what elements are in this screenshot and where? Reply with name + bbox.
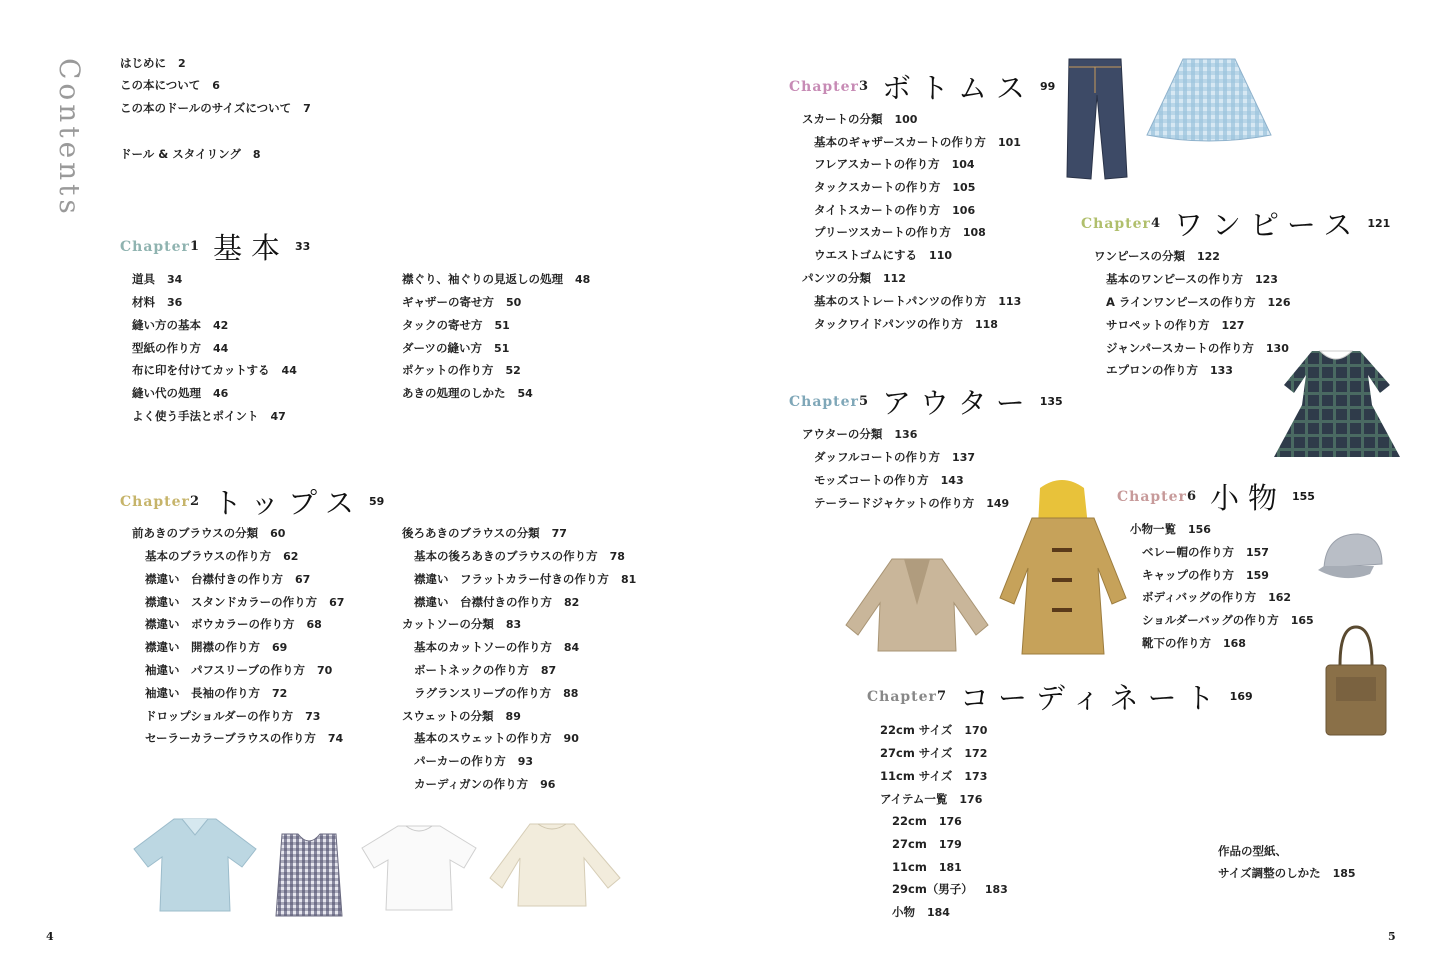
- toc-entry[interactable]: ボディバッグの作り方 162: [1142, 590, 1292, 604]
- toc-entry[interactable]: エプロンの作り方 133: [1106, 363, 1233, 377]
- toc-entry[interactable]: サイズ調整のしかた 185: [1218, 866, 1356, 880]
- toc-entry[interactable]: キャップの作り方 159: [1142, 568, 1269, 582]
- toc-entry[interactable]: 基本のカットソーの作り方 84: [414, 640, 580, 654]
- gingham-vest-image: [272, 830, 346, 920]
- chapter-word: Chapter: [789, 393, 859, 410]
- chapter-title: アウター: [881, 386, 1034, 420]
- chapter-heading[interactable]: [867, 676, 1253, 717]
- toc-entry[interactable]: 型紙の作り方 44: [132, 341, 229, 355]
- toc-entry[interactable]: 襟違い 台襟付きの作り方 67: [145, 572, 311, 586]
- toc-entry[interactable]: ポケットの作り方 52: [402, 363, 521, 377]
- toc-entry[interactable]: ウエストゴムにする 110: [814, 248, 953, 262]
- toc-entry[interactable]: モッズコートの作り方 143: [814, 473, 964, 487]
- toc-entry[interactable]: 27cm 179: [892, 837, 962, 851]
- chapter-word: Chapter: [120, 493, 190, 510]
- toc-entry[interactable]: この本のドールのサイズについて 7: [120, 101, 311, 115]
- tailored-jacket-image: [842, 555, 992, 655]
- toc-entry[interactable]: セーラーカラーブラウスの作り方 74: [145, 731, 344, 745]
- toc-entry[interactable]: 小物 184: [892, 905, 950, 919]
- chapter-title: トップス: [212, 486, 363, 520]
- chapter-word: Chapter: [1117, 488, 1187, 505]
- toc-entry[interactable]: 27cm サイズ 172: [880, 746, 988, 760]
- toc-entry[interactable]: タイトスカートの作り方 106: [814, 203, 976, 217]
- chapter-number: 7: [936, 689, 946, 704]
- page-number-left: 4: [46, 930, 54, 943]
- chapter-heading[interactable]: [1117, 476, 1315, 517]
- chapter-word: Chapter: [120, 238, 190, 255]
- toc-entry[interactable]: プリーツスカートの作り方 108: [814, 225, 986, 239]
- toc-entry[interactable]: ワンピースの分類 122: [1094, 249, 1220, 263]
- chapter-word: Chapter: [1081, 215, 1151, 232]
- chapter-page: 169: [1229, 690, 1253, 703]
- toc-entry[interactable]: A ラインワンピースの作り方 126: [1106, 295, 1291, 309]
- chapter-number: 3: [858, 79, 868, 94]
- toc-entry[interactable]: スカートの分類 100: [802, 112, 918, 126]
- toc-entry[interactable]: 縫い方の基本 42: [132, 318, 229, 332]
- toc-entry[interactable]: サロペットの作り方 127: [1106, 318, 1245, 332]
- duffle-coat-image: [996, 478, 1130, 658]
- chapter-number: 1: [189, 239, 199, 254]
- toc-entry[interactable]: この本について 6: [120, 78, 220, 92]
- chapter-page: 135: [1039, 395, 1063, 408]
- cap-image: [1314, 528, 1386, 588]
- chapter-page: 155: [1292, 490, 1315, 503]
- chapter-title: ワンピース: [1173, 208, 1362, 242]
- chapter-word: Chapter: [789, 78, 859, 95]
- chapter-heading[interactable]: [789, 381, 1063, 422]
- toc-entry[interactable]: ラグランスリーブの作り方 88: [414, 686, 579, 700]
- chapter-number: 4: [1150, 216, 1160, 231]
- toc-entry[interactable]: アウターの分類 136: [802, 427, 918, 441]
- toc-entry[interactable]: 襟違い スタンドカラーの作り方 67: [145, 595, 345, 609]
- contents-title: Contents: [53, 58, 86, 218]
- toc-entry[interactable]: 22cm サイズ 170: [880, 723, 988, 737]
- toc-entry[interactable]: 材料 36: [132, 295, 183, 309]
- toc-entry[interactable]: はじめに 2: [120, 56, 186, 70]
- toc-entry[interactable]: ジャンパースカートの作り方 130: [1106, 341, 1289, 355]
- toc-entry[interactable]: 襟違い 台襟付きの作り方 82: [414, 595, 580, 609]
- toc-entry[interactable]: 襟違い フラットカラー付きの作り方 81: [414, 572, 637, 586]
- toc-entry[interactable]: 基本のワンピースの作り方 123: [1106, 272, 1278, 286]
- toc-entry[interactable]: カットソーの分類 83: [402, 617, 522, 631]
- toc-entry[interactable]: ショルダーバッグの作り方 165: [1142, 613, 1314, 627]
- toc-entry[interactable]: よく使う手法とポイント 47: [132, 409, 286, 423]
- toc-entry[interactable]: 縫い代の処理 46: [132, 386, 229, 400]
- toc-entry[interactable]: 基本のギャザースカートの作り方 101: [814, 135, 1021, 149]
- toc-entry[interactable]: ダッフルコートの作り方 137: [814, 450, 976, 464]
- toc-entry[interactable]: 基本のブラウスの作り方 62: [145, 549, 299, 563]
- chapter-heading[interactable]: [120, 226, 310, 267]
- toc-entry[interactable]: 11cm 181: [892, 860, 962, 874]
- chapter-page: 59: [368, 495, 385, 508]
- toc-entry[interactable]: 22cm 176: [892, 814, 962, 828]
- toc-entry[interactable]: ドロップショルダーの作り方 73: [145, 709, 321, 723]
- toc-entry[interactable]: タックスカートの作り方 105: [814, 180, 976, 194]
- toc-entry[interactable]: 襟ぐり、袖ぐりの見返しの処理 48: [402, 272, 591, 286]
- toc-entry[interactable]: パーカーの作り方 93: [414, 754, 534, 768]
- toc-entry[interactable]: パンツの分類 112: [802, 271, 906, 285]
- chapter-heading[interactable]: [120, 481, 384, 522]
- toc-entry[interactable]: 靴下の作り方 168: [1142, 636, 1246, 650]
- toc-entry[interactable]: スウェットの分類 89: [402, 709, 521, 723]
- toc-entry[interactable]: 襟違い 開襟の作り方 69: [145, 640, 288, 654]
- chapter-page: 33: [295, 240, 311, 253]
- chapter-title: 小物: [1209, 481, 1286, 515]
- toc-entry[interactable]: 袖違い パフスリーブの作り方 70: [145, 663, 333, 677]
- toc-entry[interactable]: ボートネックの作り方 87: [414, 663, 557, 677]
- toc-entry[interactable]: 作品の型紙、: [1218, 844, 1287, 858]
- chapter-word: Chapter: [867, 688, 937, 705]
- toc-entry[interactable]: フレアスカートの作り方 104: [814, 157, 975, 171]
- blue-shirt-image: [130, 815, 260, 915]
- chapter-page: 121: [1367, 217, 1391, 230]
- chapter-title: ボトムス: [881, 71, 1034, 105]
- chapter-title: 基本: [212, 231, 289, 265]
- toc-entry[interactable]: 基本のストレートパンツの作り方 113: [814, 294, 1022, 308]
- toc-entry[interactable]: カーディガンの作り方 96: [414, 777, 556, 791]
- white-tshirt-image: [360, 822, 478, 914]
- toc-entry[interactable]: 前あきのブラウスの分類 60: [132, 526, 286, 540]
- toc-entry[interactable]: ギャザーの寄せ方 50: [402, 295, 522, 309]
- cream-sweatshirt-image: [488, 818, 622, 910]
- toc-entry[interactable]: タックの寄せ方 51: [402, 318, 510, 332]
- toc-entry[interactable]: 道具 34: [132, 272, 183, 286]
- chapter-number: 2: [189, 494, 199, 509]
- toc-entry[interactable]: 袖違い 長袖の作り方 72: [145, 686, 288, 700]
- plaid-dress-image: [1272, 345, 1402, 465]
- toc-entry[interactable]: タックワイドパンツの作り方 118: [814, 317, 998, 331]
- toc-entry[interactable]: 29cm（男子） 183: [892, 882, 1008, 896]
- toc-entry[interactable]: 11cm サイズ 173: [880, 769, 988, 783]
- jeans-image: [1055, 55, 1135, 185]
- toc-entry[interactable]: ダーツの縫い方 51: [402, 341, 510, 355]
- toc-entry[interactable]: 布に印を付けてカットする 44: [132, 363, 297, 377]
- toc-entry[interactable]: ベレー帽の作り方 157: [1142, 545, 1269, 559]
- gingham-skirt-image: [1143, 55, 1275, 145]
- chapter-heading[interactable]: [789, 66, 1055, 107]
- toc-entry[interactable]: 小物一覧 156: [1130, 522, 1211, 536]
- chapter-page: 99: [1040, 80, 1056, 93]
- shoulder-bag-image: [1320, 625, 1392, 740]
- chapter-title: コーディネート: [959, 681, 1224, 715]
- toc-entry[interactable]: 基本のスウェットの作り方 90: [414, 731, 579, 745]
- toc-entry[interactable]: あきの処理のしかた 54: [402, 386, 533, 400]
- toc-entry[interactable]: テーラードジャケットの作り方 149: [814, 496, 1010, 510]
- toc-entry[interactable]: 基本の後ろあきのブラウスの作り方 78: [414, 549, 625, 563]
- toc-entry[interactable]: ドール & スタイリング 8: [120, 147, 261, 161]
- toc-entry[interactable]: 襟違い ボウカラーの作り方 68: [145, 617, 322, 631]
- chapter-number: 6: [1186, 489, 1196, 504]
- toc-entry[interactable]: アイテム一覧 176: [880, 792, 983, 806]
- page-number-right: 5: [1388, 930, 1396, 943]
- chapter-heading[interactable]: [1081, 203, 1390, 244]
- chapter-number: 5: [858, 394, 868, 409]
- toc-entry[interactable]: 後ろあきのブラウスの分類 77: [402, 526, 567, 540]
